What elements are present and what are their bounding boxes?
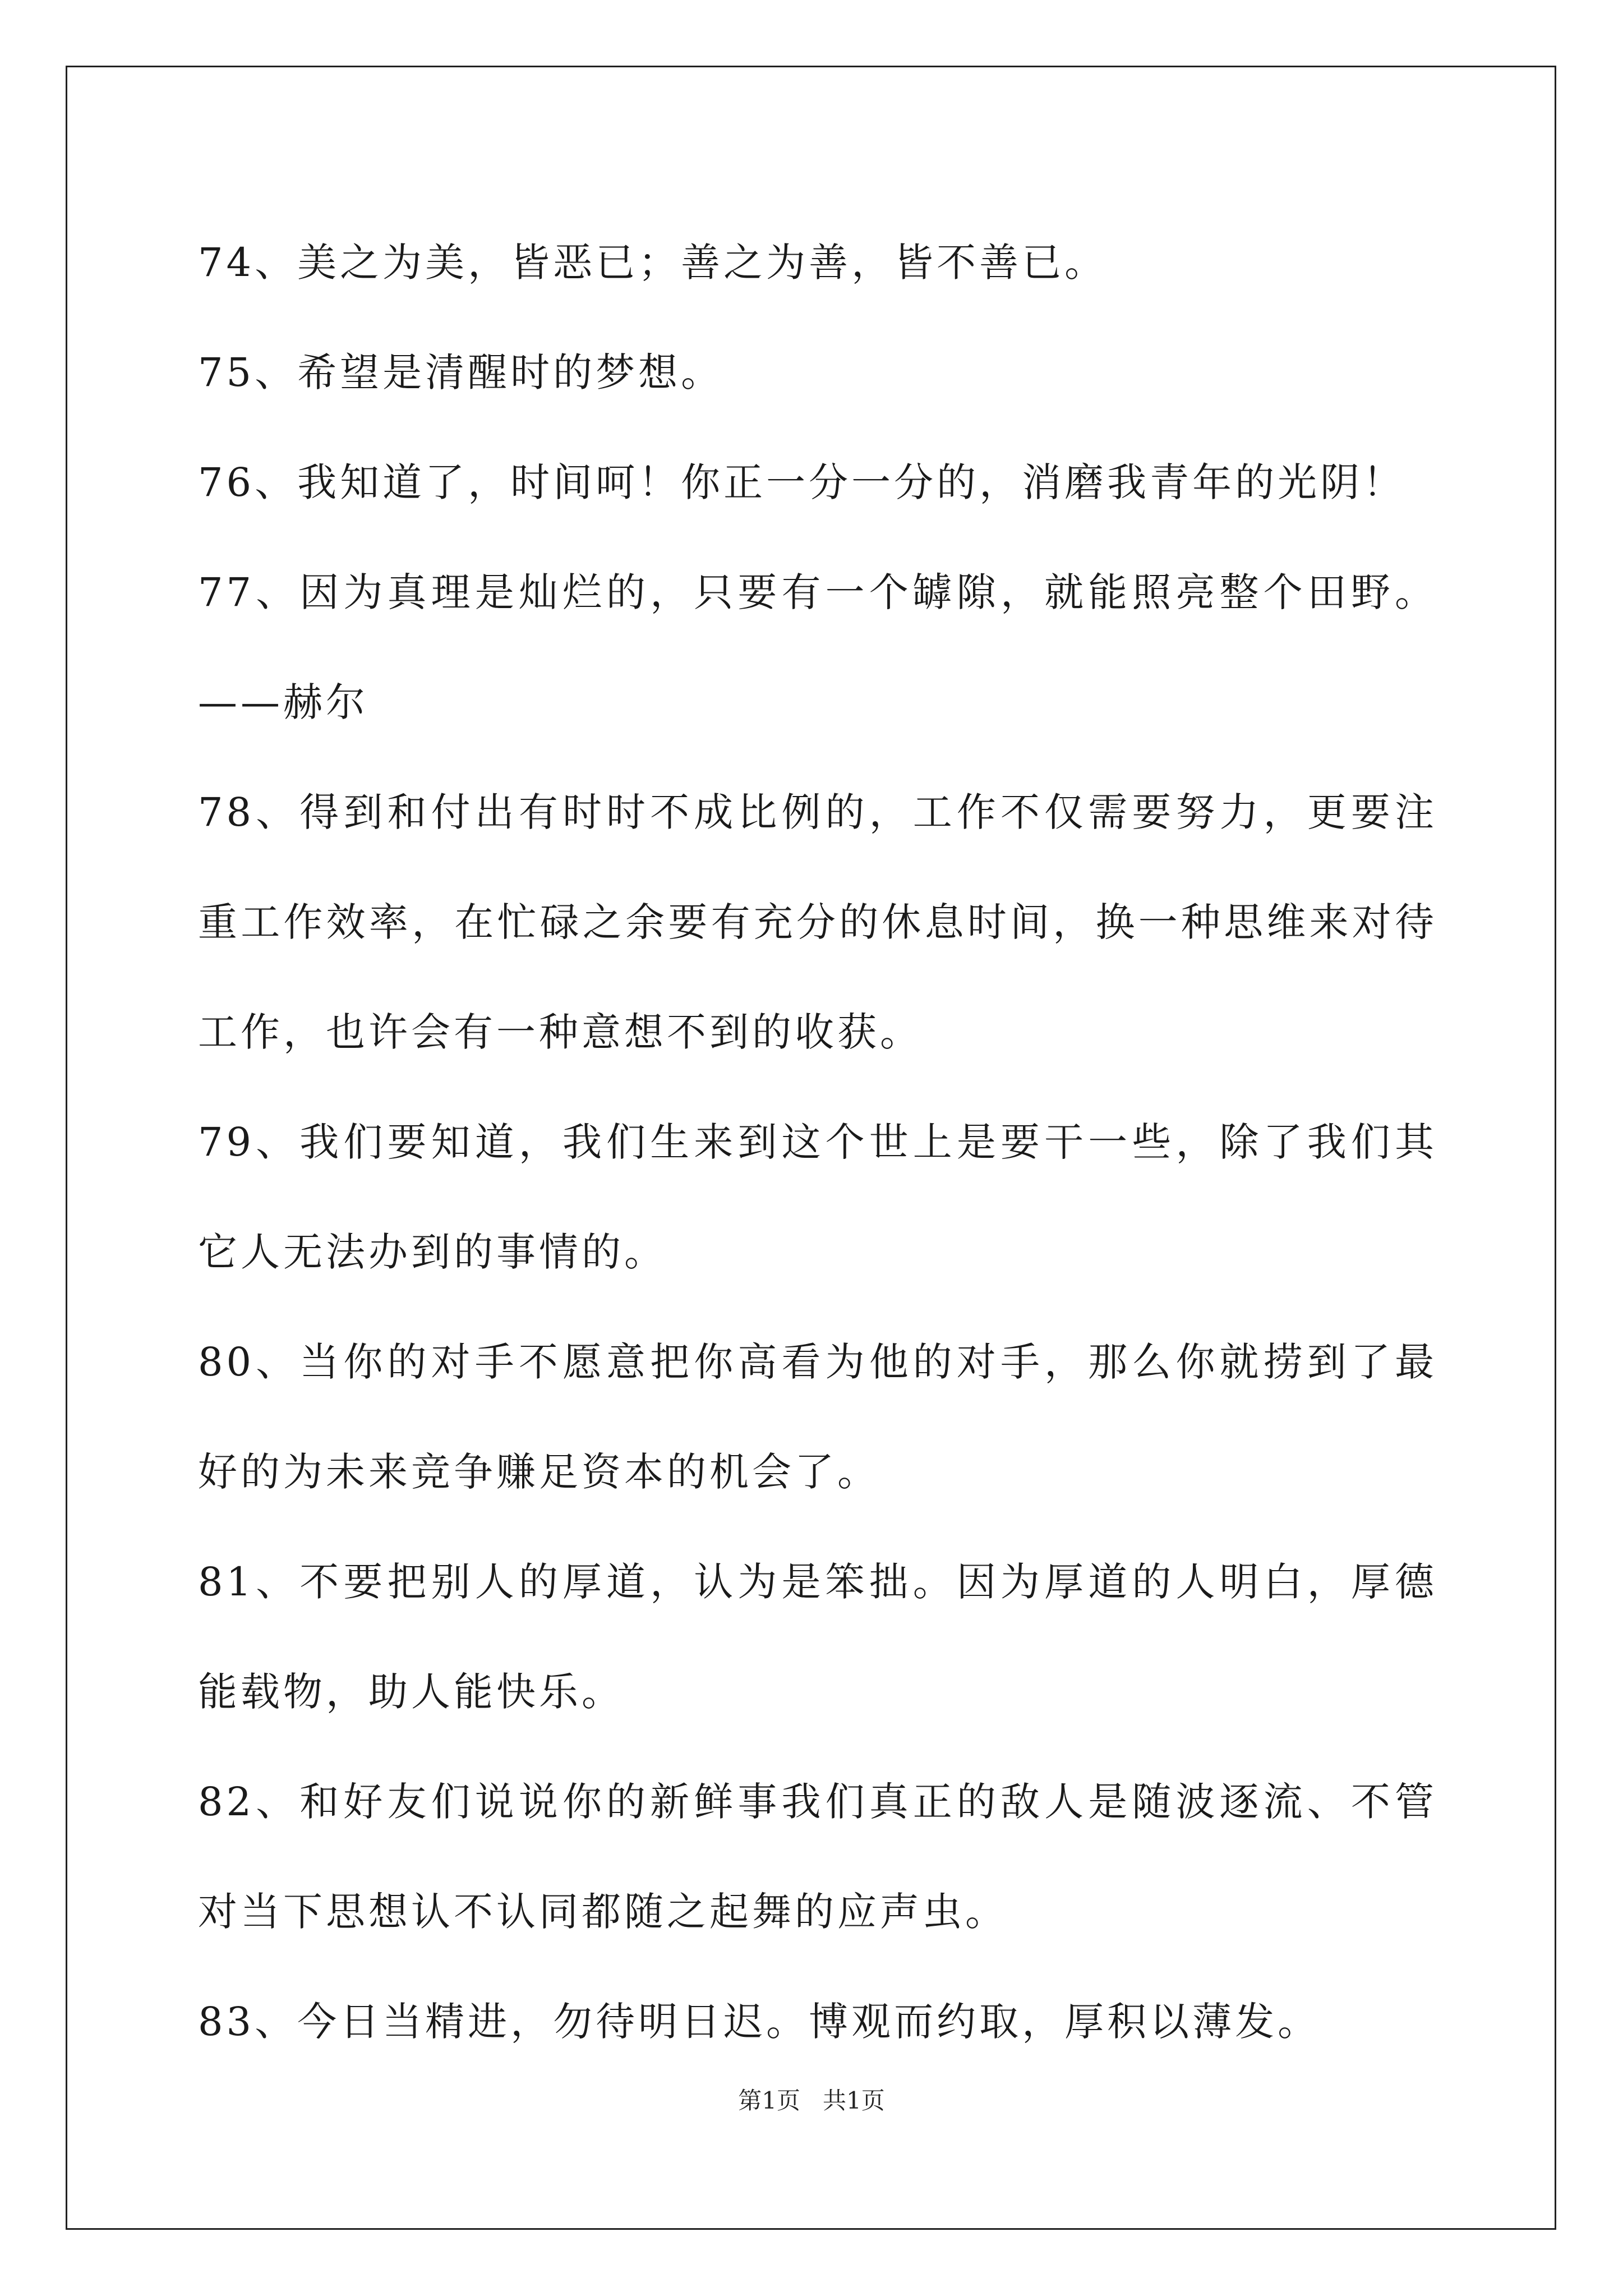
paragraph-80: 80、当你的对手不愿意把你高看为他的对手，那么你就捞到了最好的为未来竞争赚足资本的机会了。 xyxy=(198,1339,1437,1495)
paragraph-81: 81、不要把别人的厚道，认为是笨拙。因为厚道的人明白，厚德能载物，助人能快乐。 xyxy=(198,1559,1437,1715)
paragraph-78: 78、得到和付出有时时不成比例的，工作不仅需要努力，更要注重工作效率，在忙碌之余要有充分的休息时间，换一种思维来对待工作，也许会有一种意想不到的收获。 xyxy=(198,789,1437,1055)
paragraph-79: 79、我们要知道，我们生来到这个世上是要干一些，除了我们其它人无法办到的事情的。 xyxy=(198,1119,1437,1275)
page-footer: 第1页 共1页 xyxy=(738,2087,885,2114)
paragraph-74: 74、美之为美，皆恶已；善之为善，皆不善已。 xyxy=(198,240,1108,286)
paragraph-76: 76、我知道了，时间呵！你正一分一分的，消磨我青年的光阴！ xyxy=(198,459,1406,505)
document-body xyxy=(198,208,1437,2077)
paragraph-77: 77、因为真理是灿烂的，只要有一个罅隙，就能照亮整个田野。——赫尔 xyxy=(198,569,1437,725)
paragraph-75: 75、希望是清醒时的梦想。 xyxy=(198,349,724,395)
paragraph-83: 83、今日当精进，勿待明日迟。博观而约取，厚积以薄发。 xyxy=(198,1999,1321,2045)
paragraph-82: 82、和好友们说说你的新鲜事我们真正的敌人是随波逐流、不管对当下思想认不认同都随之起舞的应声虫。 xyxy=(198,1779,1437,1935)
